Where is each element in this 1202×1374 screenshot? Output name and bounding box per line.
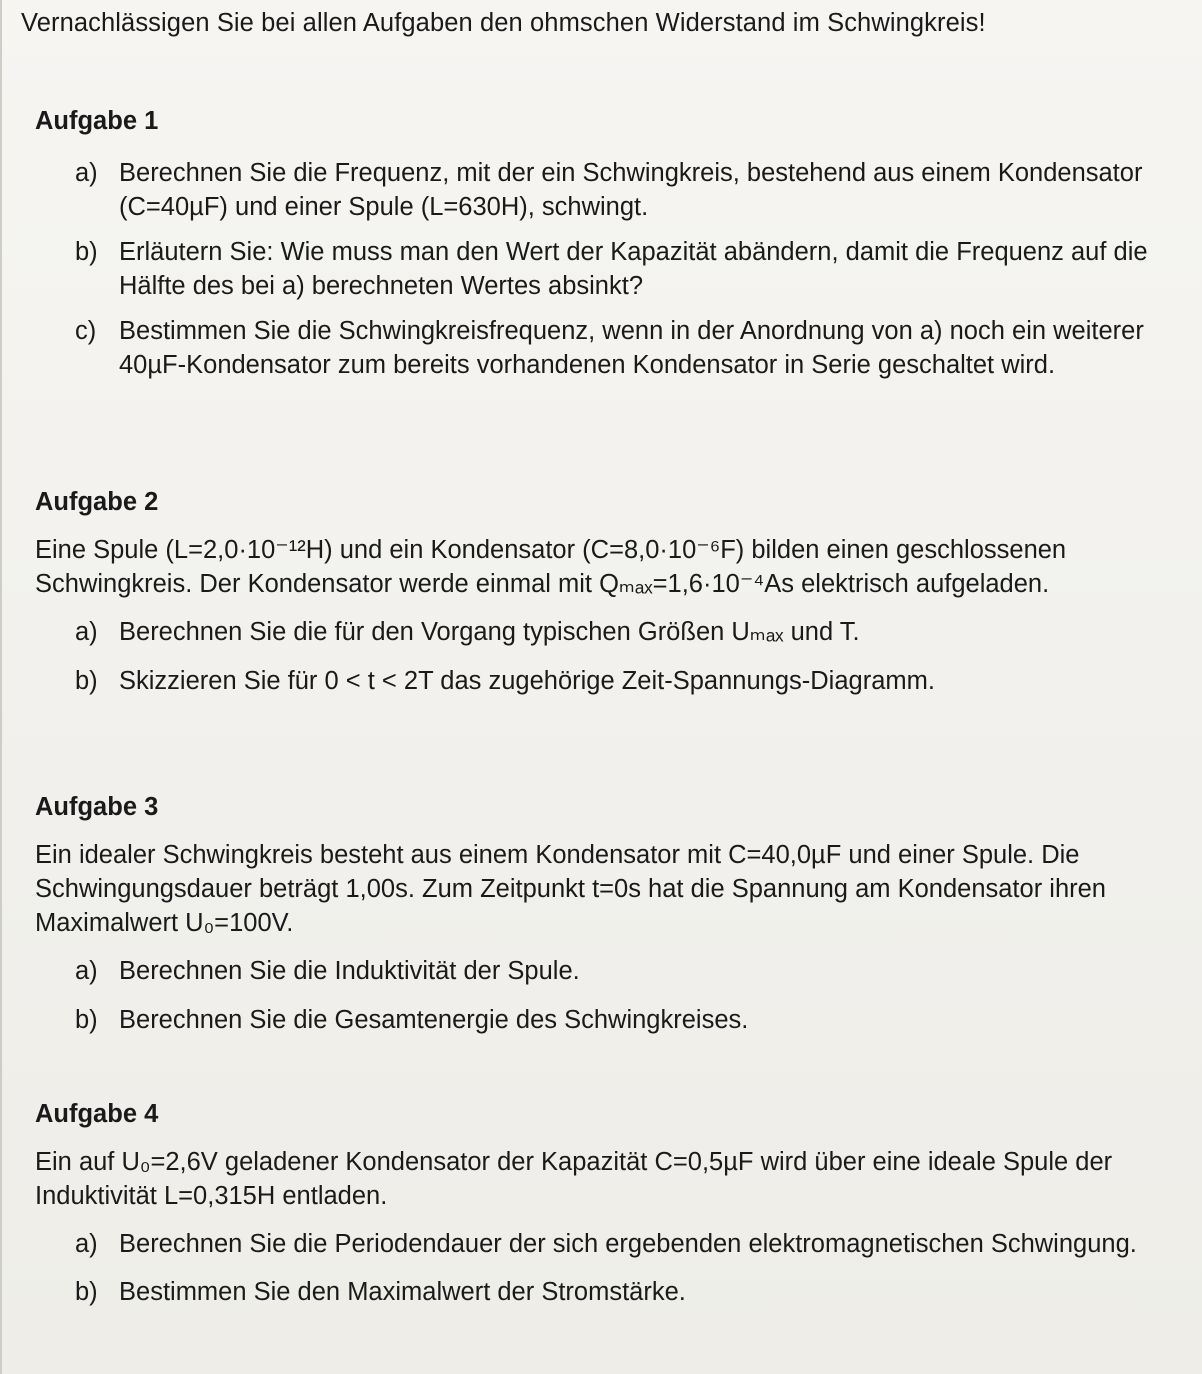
intro-instruction: Vernachlässigen Sie bei allen Aufgaben den ohmschen Widerstand im Schwingkreis! bbox=[21, 9, 986, 37]
task-title: Aufgabe 2 bbox=[35, 488, 159, 516]
task-3-items bbox=[35, 954, 1162, 1037]
item-text: Skizzieren Sie für 0 < t < 2T das zugehörige Zeit-Spannungs-Diagramm. bbox=[119, 667, 935, 695]
task-item bbox=[35, 1003, 1162, 1037]
item-letter: a) bbox=[75, 1230, 98, 1258]
item-text: Bestimmen Sie den Maximalwert der Stromstärke. bbox=[119, 1278, 686, 1306]
task-item bbox=[35, 1227, 1162, 1261]
item-letter: a) bbox=[75, 957, 98, 985]
task-item bbox=[35, 1275, 1162, 1309]
task-2-items bbox=[35, 615, 1162, 698]
task-item bbox=[35, 156, 1162, 224]
task-description: Ein idealer Schwingkreis besteht aus einem Kondensator mit C=40,0µF und einer Spule. Die Schwingungsdauer beträgt 1,00s. Zum Zeitpunkt t=0s hat die Spannung am Kondensator ihren Maximalwert U₀=100V. bbox=[35, 841, 1106, 937]
item-letter: a) bbox=[75, 159, 98, 187]
task-description: Eine Spule (L=2,0·10⁻¹²H) und ein Kondensator (C=8,0·10⁻⁶F) bilden einen geschlossenen Schwingkreis. Der Kondensator werde einmal mit Qₘₐₓ=1,6·10⁻⁴As elektrisch aufgeladen. bbox=[35, 536, 1067, 598]
task-item bbox=[35, 615, 1162, 649]
item-letter: b) bbox=[75, 1278, 98, 1306]
task-description: Ein auf U₀=2,6V geladener Kondensator der Kapazität C=0,5µF wird über eine ideale Spule der Induktivität L=0,315H entladen. bbox=[35, 1148, 1113, 1210]
task-1-items bbox=[35, 156, 1162, 382]
item-letter: b) bbox=[75, 238, 98, 266]
item-text: Bestimmen Sie die Schwingkreisfrequenz, wenn in der Anordnung von a) noch ein weiterer 40µF-Kondensator zum bereits vorhandenen Kondensator in Serie geschaltet wird. bbox=[119, 317, 1144, 379]
task-item bbox=[35, 235, 1162, 303]
item-text: Berechnen Sie die Induktivität der Spule. bbox=[119, 957, 580, 985]
item-text: Erläutern Sie: Wie muss man den Wert der Kapazität abändern, damit die Frequenz auf die Hälfte des bei a) berechneten Wertes absinkt? bbox=[119, 238, 1148, 300]
task-4-items bbox=[35, 1227, 1162, 1309]
task-item bbox=[35, 954, 1162, 988]
task-item bbox=[35, 664, 1162, 698]
task-3 bbox=[35, 790, 1162, 1037]
task-item bbox=[35, 314, 1162, 382]
task-2 bbox=[35, 485, 1162, 698]
item-letter: c) bbox=[75, 317, 97, 345]
item-text: Berechnen Sie die Gesamtenergie des Schwingkreises. bbox=[119, 1006, 749, 1034]
task-title: Aufgabe 4 bbox=[35, 1100, 159, 1128]
task-title: Aufgabe 1 bbox=[35, 107, 159, 135]
item-text: Berechnen Sie die für den Vorgang typischen Größen Uₘₐₓ und T. bbox=[119, 618, 860, 646]
item-text: Berechnen Sie die Frequenz, mit der ein Schwingkreis, bestehend aus einem Kondensator (C=40µF) und einer Spule (L=630H), schwingt. bbox=[119, 159, 1143, 221]
item-letter: b) bbox=[75, 667, 98, 695]
task-4 bbox=[35, 1097, 1162, 1309]
item-letter: b) bbox=[75, 1006, 98, 1034]
task-1 bbox=[35, 104, 1162, 382]
item-text: Berechnen Sie die Periodendauer der sich ergebenden elektromagnetischen Schwingung. bbox=[119, 1230, 1137, 1258]
task-title: Aufgabe 3 bbox=[35, 793, 159, 821]
item-letter: a) bbox=[75, 618, 98, 646]
